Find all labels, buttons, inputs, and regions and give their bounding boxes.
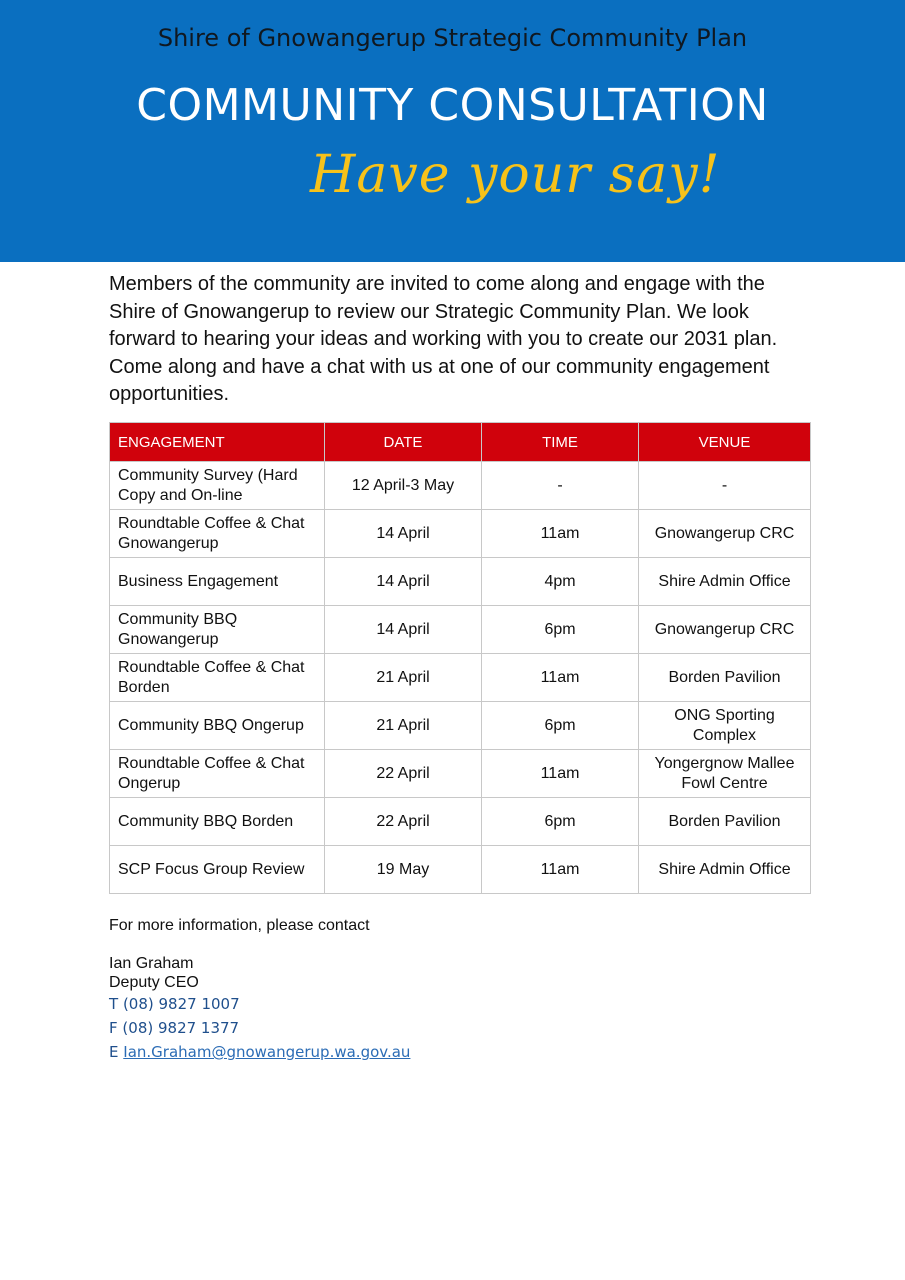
header-date: DATE bbox=[325, 423, 482, 462]
time-cell: - bbox=[482, 462, 639, 510]
contact-email bbox=[109, 1043, 410, 1061]
date-cell: 22 April bbox=[325, 750, 482, 798]
time-cell: 11am bbox=[482, 654, 639, 702]
time-cell: 6pm bbox=[482, 702, 639, 750]
venue-cell: Yongergnow Mallee Fowl Centre bbox=[639, 750, 811, 798]
header-engagement: ENGAGEMENT bbox=[110, 423, 325, 462]
header-venue: VENUE bbox=[639, 423, 811, 462]
venue-cell: Gnowangerup CRC bbox=[639, 606, 811, 654]
table-row bbox=[110, 750, 811, 798]
plan-subtitle: Shire of Gnowangerup Strategic Community Plan bbox=[157, 24, 748, 52]
engagement-cell: Business Engagement bbox=[110, 558, 325, 606]
date-cell: 14 April bbox=[325, 558, 482, 606]
contact-fax bbox=[109, 1019, 239, 1037]
email-prefix: E bbox=[109, 1043, 119, 1061]
time-cell: 11am bbox=[482, 510, 639, 558]
intro-paragraph: Members of the community are invited to come along and engage with the Shire of Gnowangerup to review our Strategic Community Plan. We look forward to hearing your ideas and working with you to create our 2031 plan. Come along and have a chat with us at one of our community engagement opportunities. bbox=[109, 273, 778, 405]
tagline: Have your say! bbox=[310, 145, 721, 205]
table-row bbox=[110, 798, 811, 846]
date-cell: 19 May bbox=[325, 846, 482, 894]
engagement-cell: Community Survey (Hard Copy and On-line bbox=[110, 462, 325, 510]
engagement-cell: Community BBQ Gnowangerup bbox=[110, 606, 325, 654]
venue-cell: Shire Admin Office bbox=[639, 846, 811, 894]
table-row bbox=[110, 606, 811, 654]
venue-cell: Shire Admin Office bbox=[639, 558, 811, 606]
table-row bbox=[110, 702, 811, 750]
header-banner bbox=[0, 0, 905, 262]
phone-number: (08) 9827 1007 bbox=[122, 995, 240, 1013]
engagement-cell: Community BBQ Borden bbox=[110, 798, 325, 846]
engagement-schedule-table bbox=[109, 422, 811, 894]
table-row bbox=[110, 558, 811, 606]
time-cell: 11am bbox=[482, 750, 639, 798]
phone-prefix: T bbox=[109, 995, 119, 1013]
engagement-cell: Roundtable Coffee & Chat Gnowangerup bbox=[110, 510, 325, 558]
date-cell: 22 April bbox=[325, 798, 482, 846]
date-cell: 21 April bbox=[325, 654, 482, 702]
time-cell: 6pm bbox=[482, 798, 639, 846]
contact-name: Ian Graham bbox=[109, 955, 194, 972]
table-row bbox=[110, 846, 811, 894]
fax-prefix: F bbox=[109, 1019, 118, 1037]
header-time: TIME bbox=[482, 423, 639, 462]
time-cell: 11am bbox=[482, 846, 639, 894]
engagement-cell: Community BBQ Ongerup bbox=[110, 702, 325, 750]
date-cell: 14 April bbox=[325, 606, 482, 654]
venue-cell: Borden Pavilion bbox=[639, 798, 811, 846]
venue-cell: Gnowangerup CRC bbox=[639, 510, 811, 558]
page-title: COMMUNITY CONSULTATION bbox=[136, 80, 769, 131]
table-header-row bbox=[110, 423, 811, 462]
engagement-cell: Roundtable Coffee & Chat Ongerup bbox=[110, 750, 325, 798]
contact-role: Deputy CEO bbox=[109, 974, 199, 991]
table-row bbox=[110, 654, 811, 702]
venue-cell: Borden Pavilion bbox=[639, 654, 811, 702]
date-cell: 12 April-3 May bbox=[325, 462, 482, 510]
engagement-cell: SCP Focus Group Review bbox=[110, 846, 325, 894]
contact-lead: For more information, please contact bbox=[109, 917, 370, 934]
engagement-cell: Roundtable Coffee & Chat Borden bbox=[110, 654, 325, 702]
time-cell: 4pm bbox=[482, 558, 639, 606]
date-cell: 14 April bbox=[325, 510, 482, 558]
contact-phone bbox=[109, 995, 240, 1013]
email-link[interactable]: Ian.Graham@gnowangerup.wa.gov.au bbox=[123, 1043, 411, 1061]
date-cell: 21 April bbox=[325, 702, 482, 750]
venue-cell: ONG Sporting Complex bbox=[639, 702, 811, 750]
fax-number: (08) 9827 1377 bbox=[122, 1019, 240, 1037]
table-row bbox=[110, 510, 811, 558]
table-row bbox=[110, 462, 811, 510]
venue-cell: - bbox=[639, 462, 811, 510]
time-cell: 6pm bbox=[482, 606, 639, 654]
